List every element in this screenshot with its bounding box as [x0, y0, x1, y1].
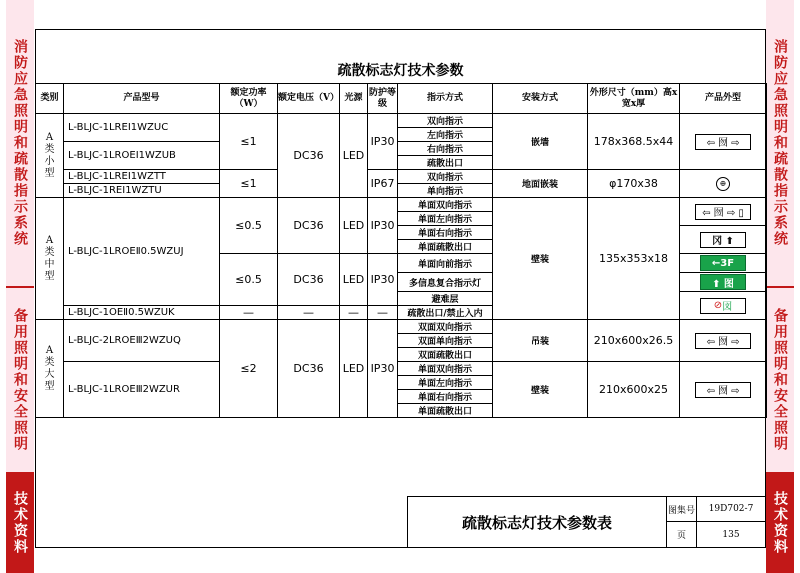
- direction-cell: 单面双向指示: [398, 362, 493, 376]
- direction-cell: 单面右向指示: [398, 390, 493, 404]
- power-cell: ≤2: [220, 320, 278, 418]
- direction-cell: 单面向前指示: [398, 254, 493, 273]
- direction-cell: 双面单向指示: [398, 334, 493, 348]
- voltage-cell: DC36: [278, 114, 340, 198]
- page-label: 页: [667, 522, 697, 547]
- appearance-cell: [680, 226, 767, 254]
- header-cell: 安装方式: [493, 84, 588, 114]
- table-row: [36, 362, 767, 376]
- source-cell: LED: [340, 198, 368, 254]
- size-cell: 135x353x18: [588, 198, 680, 320]
- install-cell: 吊装: [493, 320, 588, 362]
- power-cell: ≤1: [220, 114, 278, 170]
- direction-cell: 单面左向指示: [398, 376, 493, 390]
- source-cell: LED: [340, 114, 368, 198]
- exit-up-sign-icon: 冈 ⬆: [700, 232, 746, 248]
- category-label: A类小型: [44, 131, 55, 179]
- power-cell: —: [220, 306, 278, 320]
- sidebar-section-emergency: [766, 0, 794, 286]
- power-cell: ≤1: [220, 170, 278, 198]
- model-cell: L-BLJC-2LROEⅢ2WZUQ: [64, 320, 220, 362]
- direction-cell: 双向指示: [398, 114, 493, 128]
- direction-cell: 单面疏散出口: [398, 404, 493, 418]
- size-cell: 210x600x26.5: [588, 320, 680, 362]
- table-title: 疏散标志灯技术参数: [337, 63, 464, 79]
- direction-cell: 多信息复合指示灯: [398, 273, 493, 292]
- ip-cell: —: [368, 306, 398, 320]
- power-cell: ≤0.5: [220, 254, 278, 306]
- header-cell: 指示方式: [398, 84, 493, 114]
- sidebar-section-tech: [6, 472, 34, 573]
- header-cell: 产品外型: [680, 84, 767, 114]
- direction-cell: 右向指示: [398, 142, 493, 156]
- exit-sign-icon: ⇦ 囫 ⇨: [695, 134, 751, 150]
- sidebar-section-label: 消防应急照明和疏散指示系统: [772, 39, 788, 247]
- model-cell: L-BLJC-1LREⅠ1WZTT: [64, 170, 220, 184]
- category-cell: [36, 114, 64, 198]
- sidebar-section-tech: [766, 472, 794, 573]
- install-cell: 地面嵌装: [493, 170, 588, 198]
- header-cell: 光源: [340, 84, 368, 114]
- ip-cell: IP67: [368, 170, 398, 198]
- size-cell: 178x368.5x44: [588, 114, 680, 170]
- direction-cell: 疏散出口/禁止入内: [398, 306, 493, 320]
- appearance-cell: [680, 254, 767, 273]
- table-row: [36, 198, 767, 212]
- install-cell: 壁装: [493, 362, 588, 418]
- direction-cell: 双向指示: [398, 170, 493, 184]
- exit-sign-icon: ⇦ 囫 ⇨ ▯: [695, 204, 751, 220]
- category-label: A类中型: [44, 234, 55, 282]
- voltage-cell: DC36: [278, 198, 340, 254]
- header-cell: 防护等级: [368, 84, 398, 114]
- size-cell: 210x600x25: [588, 362, 680, 418]
- page-value: 135: [722, 529, 740, 540]
- ip-cell: IP30: [368, 320, 398, 418]
- exit-sign-icon: ⇦ 囫 ⇨: [695, 333, 751, 349]
- header-cell: 类别: [36, 84, 64, 114]
- model-cell: L-BLJC-1OEⅡ0.5WZUK: [64, 306, 220, 320]
- source-cell: LED: [340, 320, 368, 418]
- floor-sign-icon: ← 3F: [700, 255, 746, 271]
- voltage-cell: —: [278, 306, 340, 320]
- category-cell: [36, 198, 64, 320]
- sidebar-section-label: 技术资料: [12, 490, 28, 555]
- appearance-cell: [680, 170, 767, 198]
- title-block: [407, 496, 766, 548]
- install-cell: 壁装: [493, 198, 588, 320]
- floor-sign-label: 3F: [720, 257, 735, 269]
- no-entry-sign-icon: ⊘ 図: [700, 298, 746, 314]
- direction-cell: 避难层: [398, 292, 493, 306]
- source-cell: LED: [340, 254, 368, 306]
- header-cell: 额定功率（W）: [220, 84, 278, 114]
- appearance-cell: [680, 320, 767, 362]
- atlas-value: 19D702-7: [697, 497, 765, 522]
- spec-table: [35, 83, 767, 418]
- model-cell: L-BLJC-1LROEⅢ2WZUR: [64, 362, 220, 418]
- direction-cell: 疏散出口: [398, 156, 493, 170]
- table-row: [36, 114, 767, 128]
- floor-sign-icon: ⊕: [716, 177, 730, 191]
- appearance-cell: [680, 362, 767, 418]
- model-cell: L-BLJC-1LREⅠ1WZUC: [64, 114, 220, 142]
- sidebar-section-emergency: [6, 0, 34, 286]
- appearance-cell: [680, 292, 767, 320]
- header-cell: 额定电压（V）: [278, 84, 340, 114]
- voltage-cell: DC36: [278, 320, 340, 418]
- category-label: A类大型: [44, 344, 55, 392]
- left-sidebar: [6, 0, 34, 573]
- direction-cell: 单面左向指示: [398, 212, 493, 226]
- ip-cell: IP30: [368, 198, 398, 254]
- model-cell: L-BLJC-1REⅠ1WZTU: [64, 184, 220, 198]
- header-cell: 产品型号: [64, 84, 220, 114]
- direction-cell: 单面右向指示: [398, 226, 493, 240]
- direction-cell: 左向指示: [398, 128, 493, 142]
- voltage-cell: DC36: [278, 254, 340, 306]
- direction-cell: 单面疏散出口: [398, 240, 493, 254]
- title-block-main: 疏散标志灯技术参数表: [408, 497, 667, 547]
- category-cell: [36, 320, 64, 418]
- ip-cell: IP30: [368, 254, 398, 306]
- atlas-label: 图集号: [667, 497, 697, 522]
- sidebar-section-backup: [766, 286, 794, 472]
- sidebar-section-label: 备用照明和安全照明: [772, 308, 788, 452]
- sidebar-section-backup: [6, 286, 34, 472]
- appearance-cell: [680, 114, 767, 170]
- appearance-cell: [680, 273, 767, 292]
- header-row: [36, 84, 767, 114]
- ip-cell: IP30: [368, 114, 398, 170]
- refuge-sign-icon: ⬆ 图: [700, 274, 746, 290]
- direction-cell: 双面疏散出口: [398, 348, 493, 362]
- sidebar-section-label: 备用照明和安全照明: [12, 308, 28, 452]
- power-cell: ≤0.5: [220, 198, 278, 254]
- sidebar-section-label: 技术资料: [772, 490, 788, 555]
- direction-cell: 单面双向指示: [398, 198, 493, 212]
- install-cell: 嵌墙: [493, 114, 588, 170]
- exit-sign-icon: ⇦ 囫 ⇨: [695, 382, 751, 398]
- direction-cell: 双面双向指示: [398, 320, 493, 334]
- appearance-cell: [680, 198, 767, 226]
- model-cell: L-BLJC-1LROEⅡ0.5WZUJ: [64, 198, 220, 306]
- table-row: [36, 170, 767, 184]
- sidebar-section-label: 消防应急照明和疏散指示系统: [12, 39, 28, 247]
- header-cell: 外形尺寸（mm）高x宽x厚: [588, 84, 680, 114]
- table-row: [36, 320, 767, 334]
- size-cell: φ170x38: [588, 170, 680, 198]
- direction-cell: 单向指示: [398, 184, 493, 198]
- source-cell: —: [340, 306, 368, 320]
- model-cell: L-BLJC-1LROEⅠ1WZUB: [64, 142, 220, 170]
- right-sidebar: [766, 0, 794, 573]
